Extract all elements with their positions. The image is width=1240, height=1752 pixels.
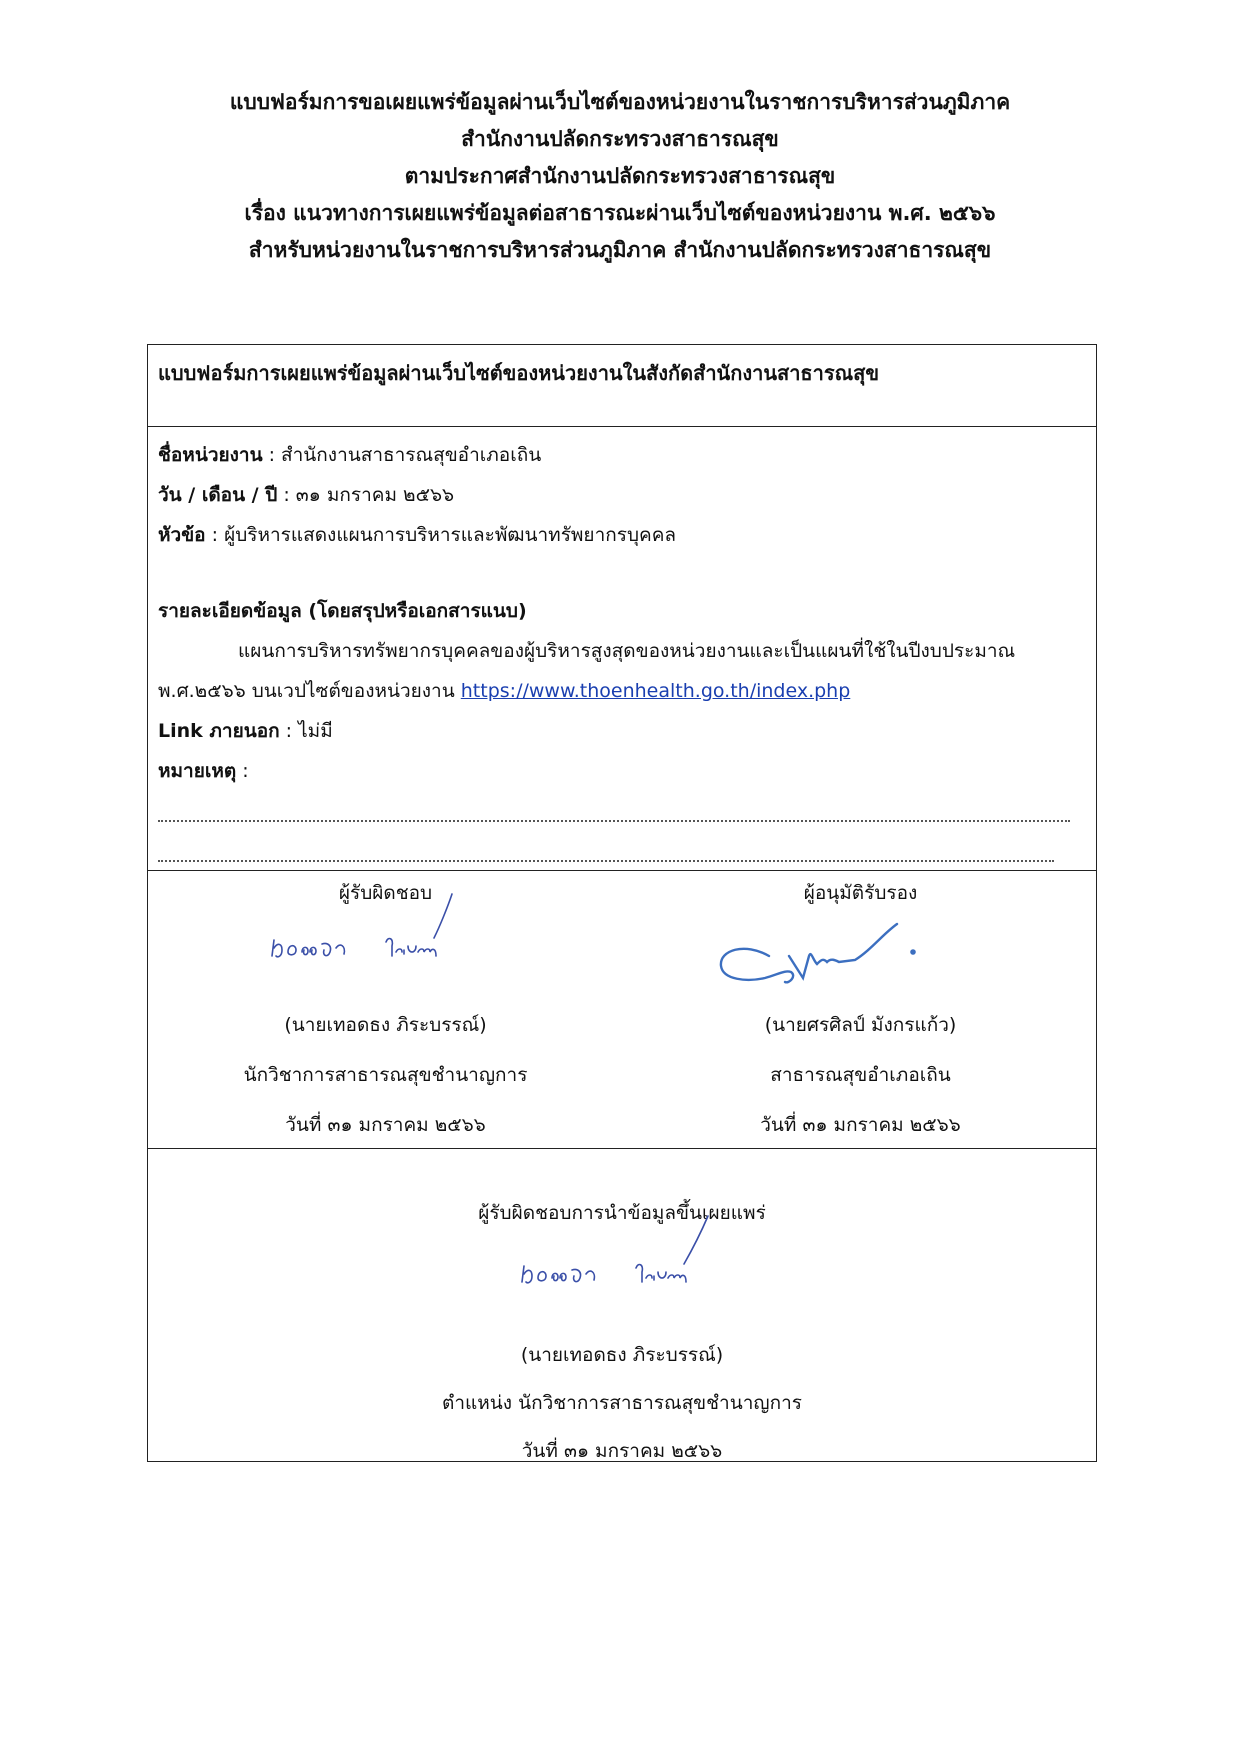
form-title-section	[148, 345, 1096, 427]
agency-label: ชื่อหน่วยงาน	[158, 444, 263, 466]
approver-name: (นายศรศิลป์ มังกรแก้ว)	[764, 1014, 957, 1036]
signature-section	[148, 870, 1096, 1149]
publisher-date: วันที่ ๓๑ มกราคม ๒๕๖๖	[521, 1440, 723, 1462]
approver-position: สาธารณสุขอำเภอเถิน	[770, 1064, 951, 1086]
details-label: รายละเอียดข้อมูล (โดยสรุปหรือเอกสารแนบ)	[158, 600, 527, 622]
header-line-5: สำหรับหน่วยงานในราชการบริหารส่วนภูมิภาค สำนักงานปลัดกระทรวงสาธารณสุข	[248, 238, 992, 262]
date-row	[158, 480, 454, 510]
topic-value: : ผู้บริหารแสดงแผนการบริหารและพัฒนาทรัพยากรบุคคล	[205, 524, 677, 546]
form-title: แบบฟอร์มการเผยแพร่ข้อมูลผ่านเว็บไซต์ของหน่วยงานในสังกัดสำนักงานสาธารณสุข	[158, 361, 880, 385]
header-line-3: ตามประกาศสำนักงานปลัดกระทรวงสาธารณสุข	[404, 164, 836, 188]
remark-label: หมายเหตุ	[158, 760, 237, 782]
remark-row	[158, 756, 249, 786]
header-line-1: แบบฟอร์มการขอเผยแพร่ข้อมูลผ่านเว็บไซต์ของหน่วยงานในราชการบริหารส่วนภูมิภาค	[229, 90, 1011, 114]
form-info-section	[148, 426, 1096, 871]
responsible-date: วันที่ ๓๑ มกราคม ๒๕๖๖	[285, 1114, 486, 1136]
publisher-section	[148, 1148, 1096, 1463]
publication-form	[147, 344, 1097, 1462]
details-line-1: แผนการบริหารทรัพยากรบุคคลของผู้บริหารสูงสุดของหน่วยงานและเป็นแผนที่ใช้ในปีงบประมาณ	[238, 640, 1016, 662]
date-label: วัน / เดือน / ปี	[158, 484, 278, 506]
external-link-row	[158, 716, 333, 746]
approver-date: วันที่ ๓๑ มกราคม ๒๕๖๖	[760, 1114, 961, 1136]
topic-row	[158, 520, 676, 550]
approver-signature-icon	[713, 920, 953, 1010]
document-header	[0, 84, 1240, 269]
responsible-role: ผู้รับผิดชอบ	[338, 882, 433, 904]
agency-row	[158, 440, 541, 470]
date-value: : ๓๑ มกราคม ๒๕๖๖	[277, 484, 455, 506]
responsible-position: นักวิชาการสาธารณสุขชำนาญการ	[243, 1064, 528, 1086]
publisher-position: ตำแหน่ง นักวิชาการสาธารณสุขชำนาญการ	[442, 1392, 802, 1414]
remark-value: :	[236, 760, 249, 782]
approver-column	[623, 870, 1098, 1148]
responsible-name: (นายเทอดธง ภิระบรรณ์)	[284, 1014, 487, 1036]
publisher-signature-icon	[508, 1206, 748, 1306]
publisher-role: ผู้รับผิดชอบการนำข้อมูลขึ้นเผยแพร่	[478, 1202, 766, 1224]
publisher-name: (นายเทอดธง ภิระบรรณ์)	[520, 1344, 724, 1366]
details-text: พ.ศ.๒๕๖๖ บนเวปไซต์ของหน่วยงาน	[158, 680, 461, 702]
header-line-4: เรื่อง แนวทางการเผยแพร่ข้อมูลต่อสาธารณะผ่านเว็บไซต์ของหน่วยงาน พ.ศ. ๒๕๖๖	[244, 201, 996, 225]
external-label: Link ภายนอก	[158, 720, 280, 742]
agency-value: : สำนักงานสาธารณสุขอำเภอเถิน	[262, 444, 542, 466]
header-line-2: สำนักงานปลัดกระทรวงสาธารณสุข	[461, 127, 779, 151]
responsible-column	[148, 870, 623, 1148]
responsible-signature-icon	[258, 890, 498, 990]
website-link[interactable]: https://www.thoenhealth.go.th/index.php	[460, 680, 851, 702]
details-line-2	[158, 676, 850, 706]
remark-dotted-line-1	[158, 820, 1070, 822]
approver-role: ผู้อนุมัติรับรอง	[803, 882, 918, 904]
topic-label: หัวข้อ	[158, 524, 206, 546]
remark-dotted-line-2	[158, 860, 1054, 862]
external-value: : ไม่มี	[279, 720, 333, 742]
details-heading-row	[158, 596, 527, 626]
